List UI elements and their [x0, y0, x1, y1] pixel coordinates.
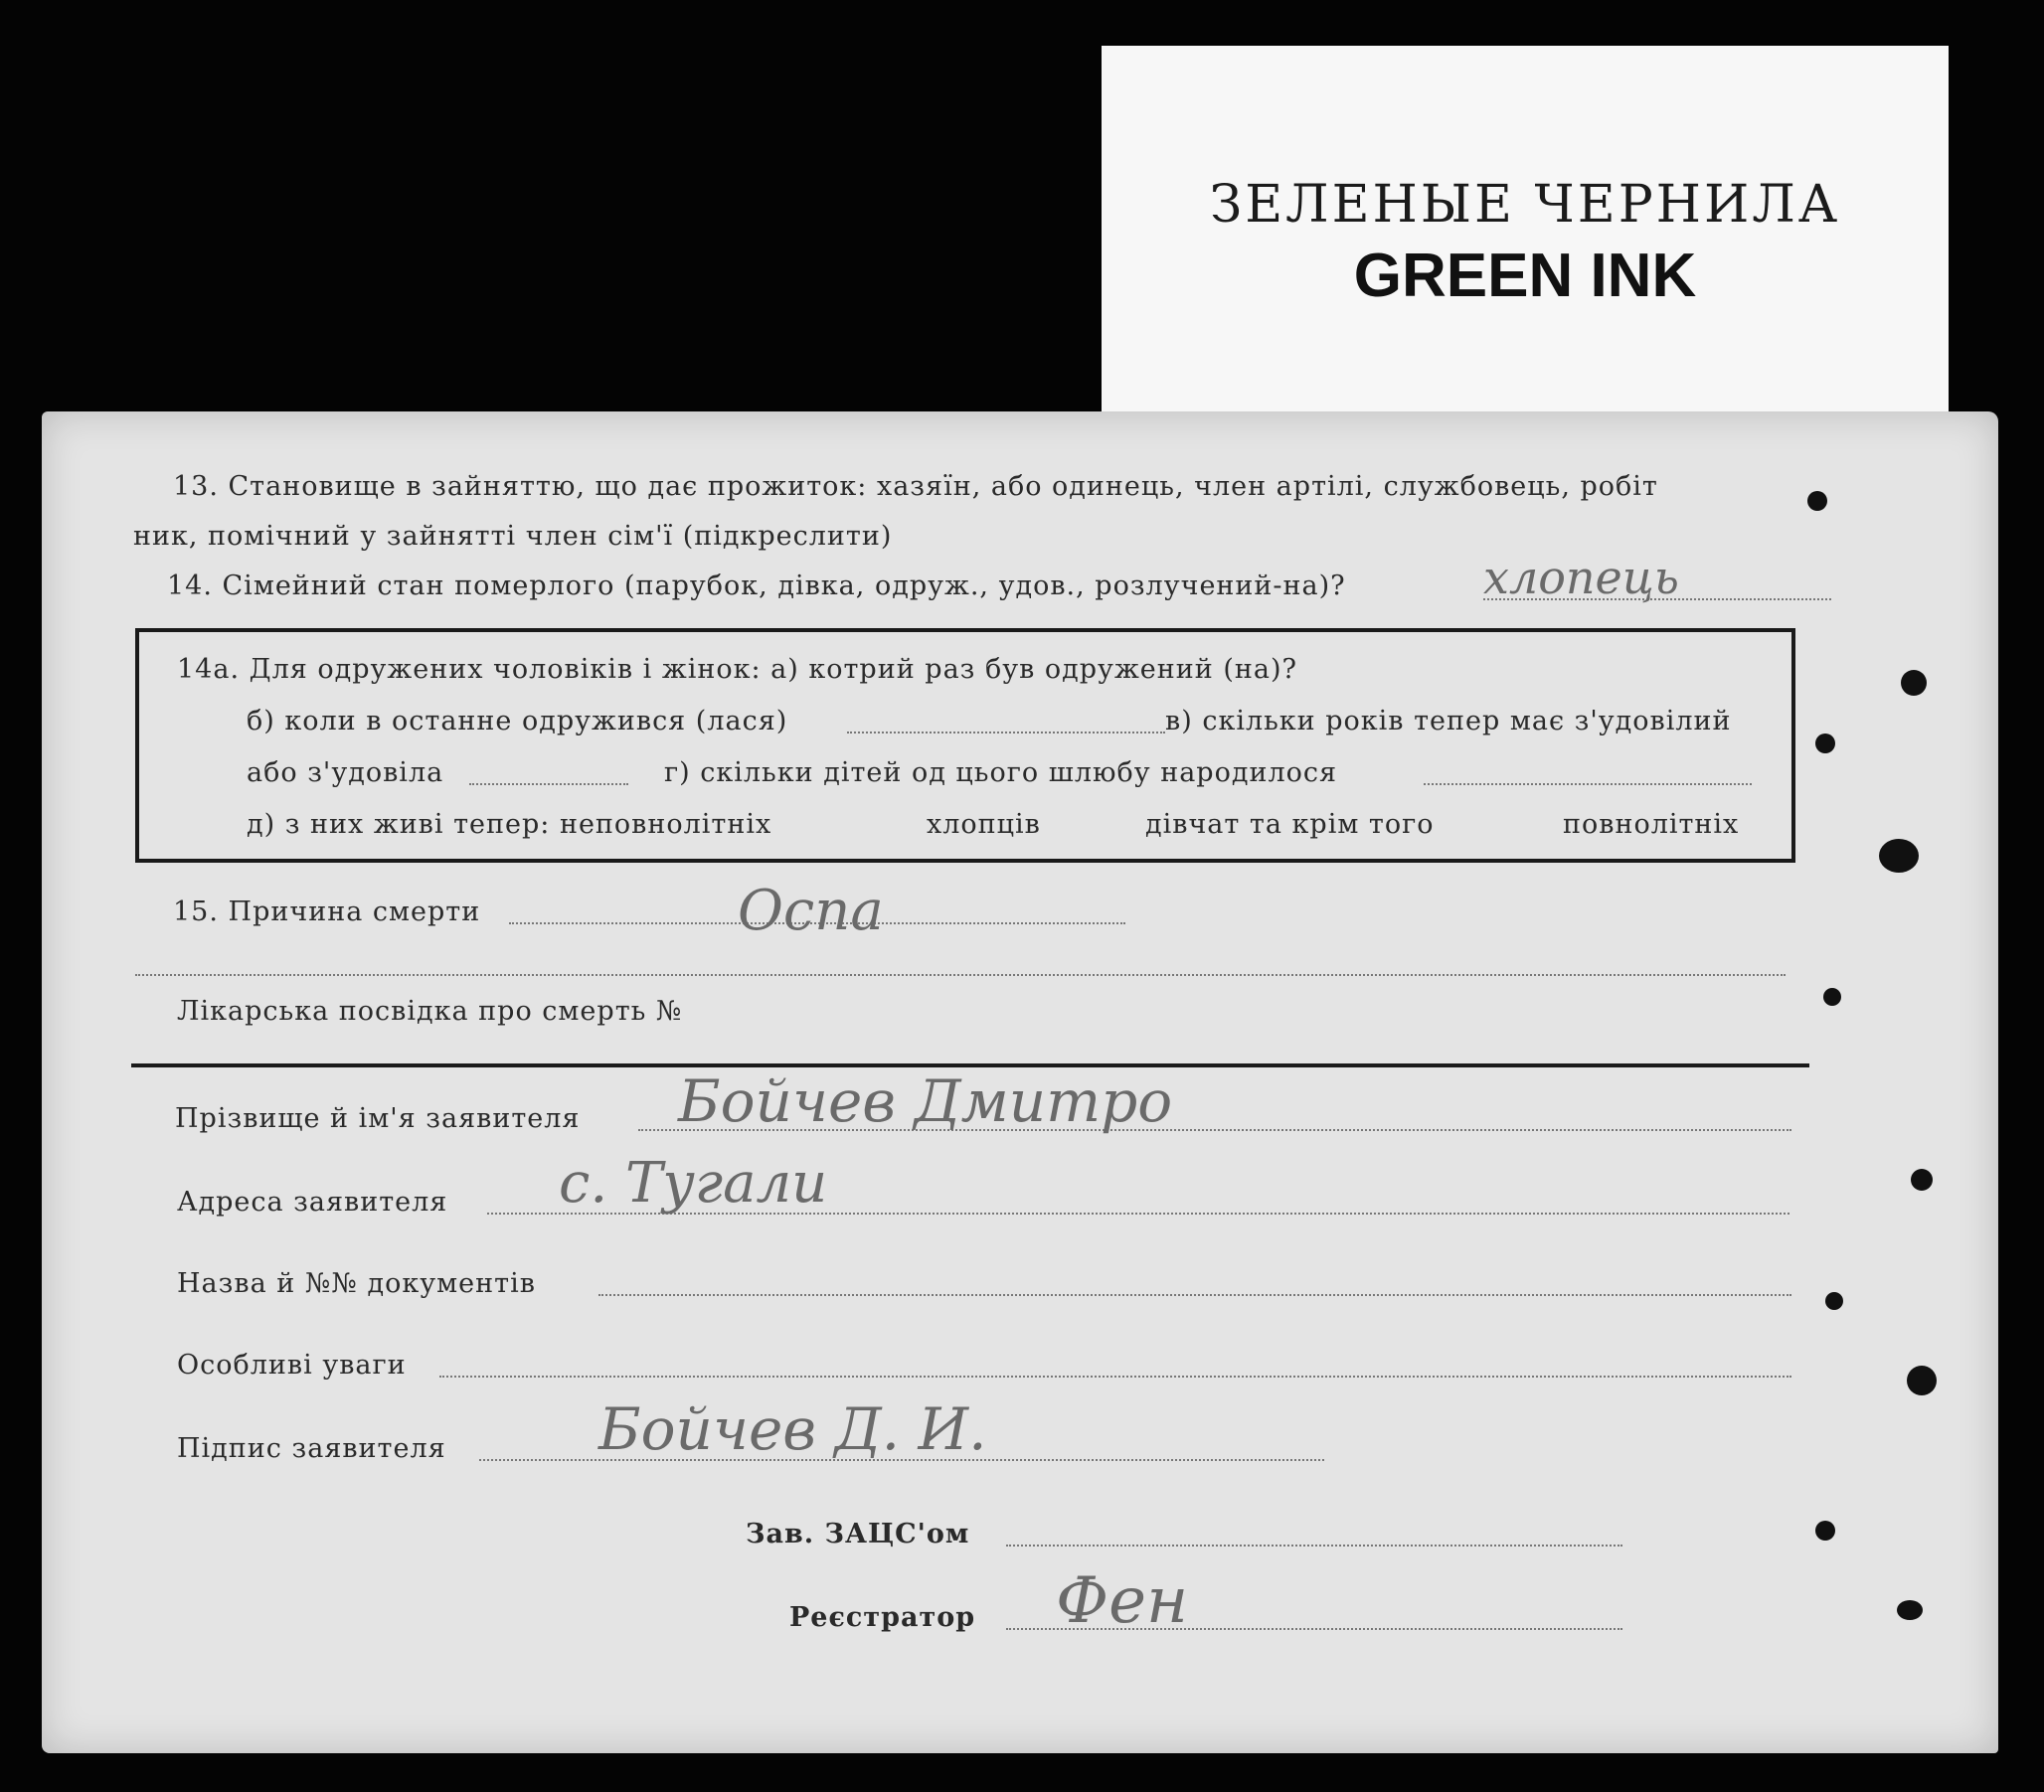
registrar-label: Реєстратор — [789, 1602, 976, 1633]
question-14a-g: г) скільки дітей од цього шлюбу народилося — [664, 757, 1338, 788]
ink-label-english: GREEN INK — [1353, 242, 1697, 310]
question-13-line2: ник, помічний у зайнятті член сім'ї (підкреслити) — [133, 521, 893, 552]
punch-hole — [1815, 1521, 1835, 1541]
head-of-registry-line — [1006, 1545, 1622, 1547]
punch-hole — [1879, 839, 1919, 873]
documents-label: Назва й №№ документів — [177, 1268, 536, 1299]
punch-hole — [1825, 1292, 1843, 1310]
applicant-name-label: Прізвище й ім'я заявителя — [175, 1103, 581, 1134]
question-14a-g-line — [1424, 783, 1752, 785]
signature-answer: Бойчев Д. И. — [598, 1395, 987, 1463]
question-14a-b-line — [847, 732, 1165, 733]
question-14a-boys: хлопців — [927, 809, 1041, 840]
notes-line — [439, 1376, 1791, 1378]
punch-hole — [1807, 491, 1827, 511]
question-14: 14. Сімейний стан померлого (парубок, дівка, одруж., удов., розлучений-на)? — [167, 570, 1346, 601]
question-14a-line1: 14а. Для одружених чоловіків і жінок: а) котрий раз був одружений (на)? — [177, 654, 1297, 685]
question-13-line1: 13. Становище в зайняттю, що дає прожиток: хазяїн, або одинець, член артілі, службовець, робіт — [173, 471, 1658, 502]
question-14a-b: б) коли в останне одружився (лася) — [247, 706, 788, 736]
signature-label: Підпис заявителя — [177, 1433, 446, 1464]
question-15-answer: Оспа — [738, 879, 884, 943]
question-14-answer: хлопець — [1483, 551, 1679, 604]
question-14a-widowed-line — [469, 783, 628, 785]
punch-hole — [1911, 1169, 1933, 1191]
question-15: 15. Причина смерти — [173, 896, 481, 927]
applicant-address-label: Адреса заявителя — [177, 1187, 448, 1218]
question-14a-adults: повнолітніх — [1563, 809, 1740, 840]
registrar-signature: Фен — [1056, 1564, 1189, 1638]
punch-hole — [1823, 988, 1841, 1006]
question-14a-girls: дівчат та крім того — [1145, 809, 1435, 840]
question-14a-d: д) з них живі тепер: неповнолітніх — [247, 809, 772, 840]
head-of-registry-label: Зав. ЗАЦС'ом — [746, 1519, 970, 1549]
question-14a-widowed: або з'удовіла — [247, 757, 444, 788]
applicant-name-answer: Бойчев Дмитро — [678, 1067, 1173, 1135]
question-15-second-line — [135, 974, 1786, 976]
applicant-address-answer: с. Тугали — [559, 1151, 828, 1216]
ink-label-card — [1102, 46, 1949, 413]
death-record-form — [42, 411, 1998, 1753]
punch-hole — [1897, 1600, 1923, 1620]
notes-label: Особливі уваги — [177, 1350, 407, 1381]
punch-hole — [1815, 733, 1835, 753]
punch-hole — [1907, 1366, 1937, 1395]
punch-hole — [1901, 670, 1927, 696]
question-14a-v: в) скільки років тепер має з'удовілий — [1165, 706, 1732, 736]
ink-label-russian: ЗЕЛЕНЫЕ ЧЕРНИЛА — [1209, 175, 1841, 235]
documents-line — [598, 1294, 1791, 1296]
medical-certificate: Лікарська посвідка про смерть № — [177, 996, 683, 1027]
